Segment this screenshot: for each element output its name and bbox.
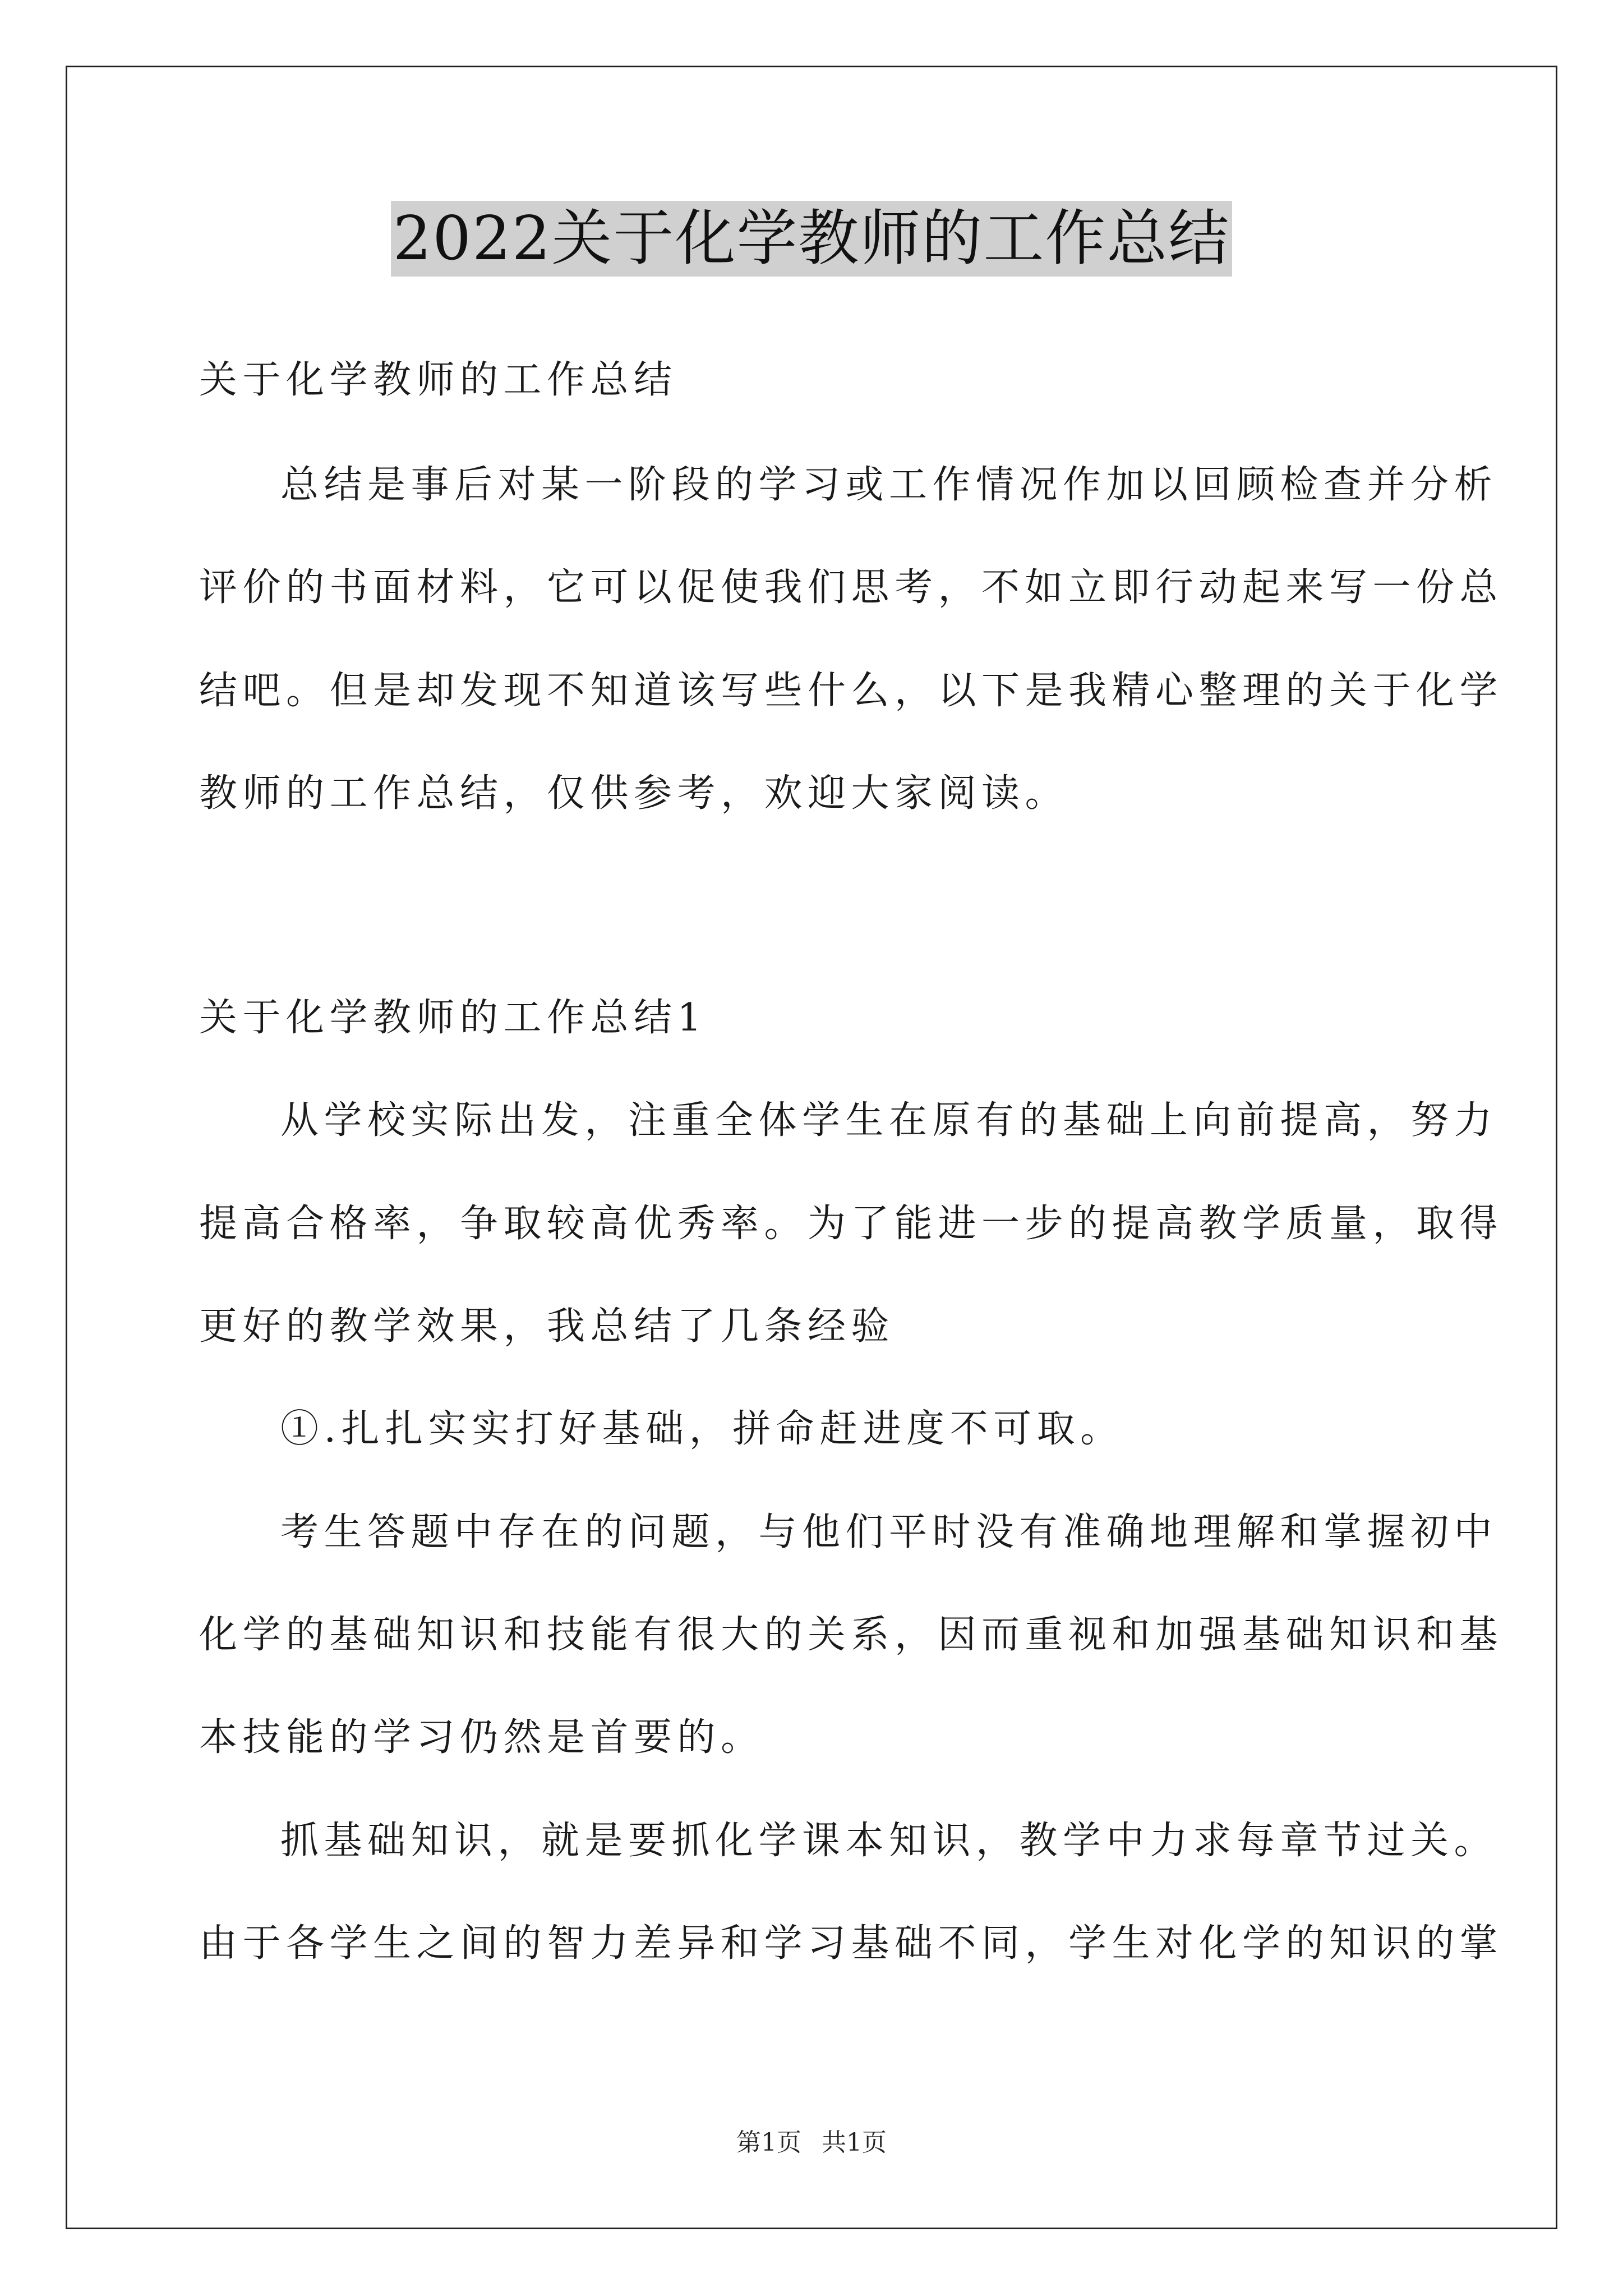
text-line: 教师的工作总结，仅供参考，欢迎大家阅读。 — [199, 771, 1069, 816]
text-line: 本技能的学习仍然是首要的。 — [199, 1715, 764, 1760]
text-line: 总结是事后对某一阶段的学习或工作情况作加以回顾检查并分析 — [280, 463, 1498, 507]
text-line: 提高合格率，争取较高优秀率。为了能进一步的提高教学质量，取得 — [199, 1202, 1504, 1246]
document-title: 2022关于化学教师的工作总结 — [391, 201, 1233, 277]
text-line: 结吧。但是却发现不知道该写些什么，以下是我精心整理的关于化学 — [199, 669, 1504, 713]
text-line: 抓基础知识，就是要抓化学课本知识，教学中力求每章节过关。 — [280, 1819, 1498, 1863]
page-number-current: 第1页 — [736, 2128, 801, 2157]
text-line: 考生答题中存在的问题，与他们平时没有准确地理解和掌握初中 — [280, 1510, 1498, 1554]
text-line-numbered-point: ①.扎扎实实打好基础，拼命赶进度不可取。 — [280, 1407, 1124, 1451]
page-number-total: 共1页 — [822, 2128, 887, 2157]
page-footer — [0, 2126, 1623, 2160]
text-line: 更好的教学效果，我总结了几条经验 — [199, 1304, 895, 1349]
text-line-section-heading: 关于化学教师的工作总结1 — [199, 996, 707, 1040]
text-line: 由于各学生之间的智力差异和学习基础不同，学生对化学的知识的掌 — [199, 1921, 1504, 1966]
text-line: 从学校实际出发，注重全体学生在原有的基础上向前提高，努力 — [280, 1098, 1498, 1143]
text-line-subtitle: 关于化学教师的工作总结 — [199, 358, 677, 402]
title-wrap — [0, 201, 1623, 277]
text-line: 化学的基础知识和技能有很大的关系，因而重视和加强基础知识和基 — [199, 1613, 1504, 1657]
text-line: 评价的书面材料，它可以促使我们思考，不如立即行动起来写一份总 — [199, 565, 1504, 610]
